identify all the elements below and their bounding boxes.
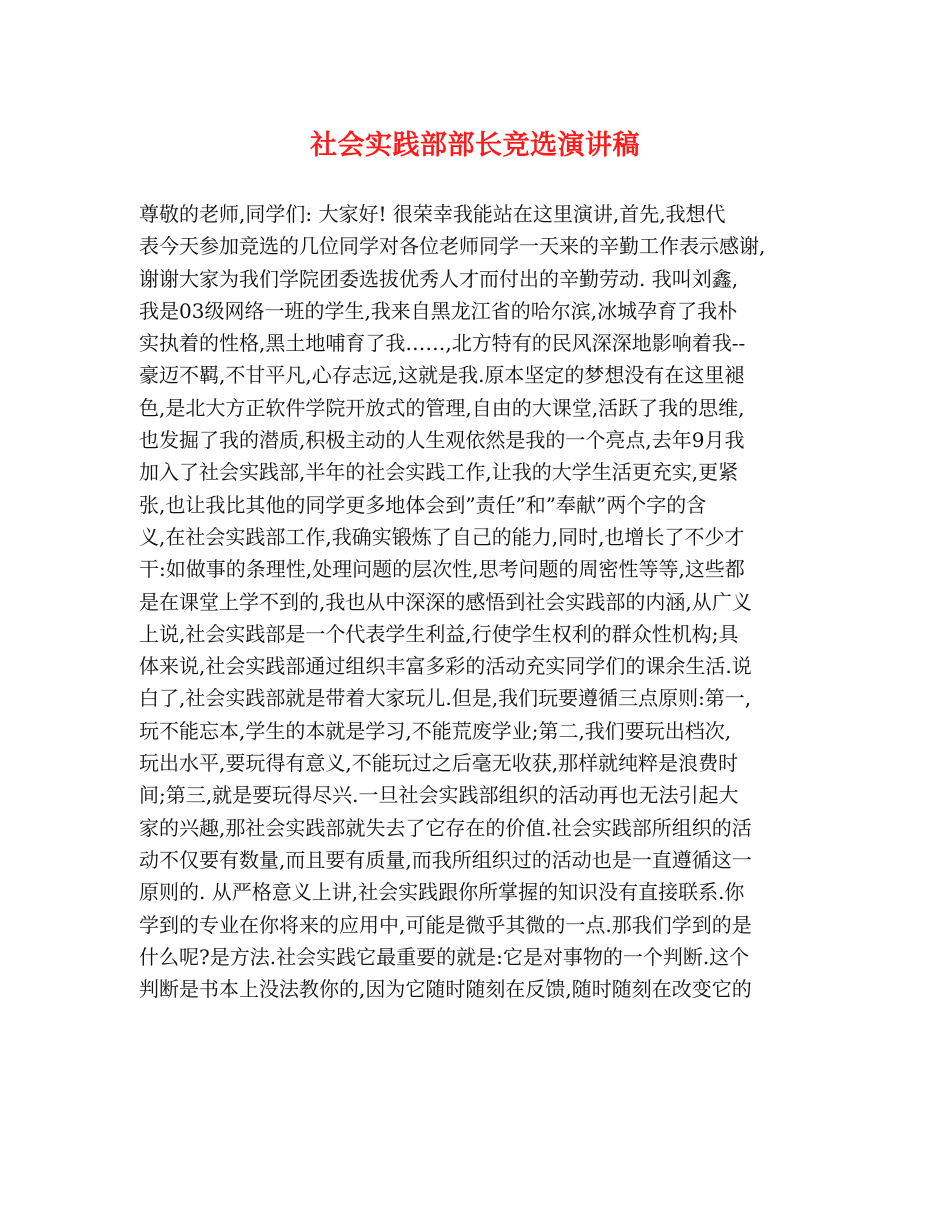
text-line: 原则的. 从严格意义上讲,社会实践跟你所掌握的知识没有直接联系.你 — [139, 880, 745, 905]
text-line: 色,是北大方正软件学院开放式的管理,自由的大课堂,活跃了我的思维, — [139, 395, 745, 420]
text-line: 实执着的性格,黑土地哺育了我……,北方特有的民风深深地影响着我-- — [139, 331, 746, 356]
text-line: 间;第三,就是要玩得尽兴.一旦社会实践部组织的活动再也无法引起大 — [139, 783, 739, 808]
text-line: 张,也让我比其他的同学更多地体会到”责任”和”奉献”两个字的含 — [139, 492, 707, 517]
text-line: 也发掘了我的潜质,积极主动的人生观依然是我的一个亮点,去年9月我 — [139, 428, 745, 453]
text-line: 判断是书本上没法教你的,因为它随时随刻在反馈,随时随刻在改变它的 — [139, 977, 752, 1002]
text-line: 我是03级网络一班的学生,我来自黑龙江省的哈尔滨,冰城孕育了我朴 — [139, 298, 738, 323]
text-line: 白了,社会实践部就是带着大家玩儿.但是,我们玩要遵循三点原则:第一, — [139, 686, 752, 711]
text-line: 体来说,社会实践部通过组织丰富多彩的活动充实同学们的课余生活.说 — [139, 654, 752, 679]
text-line: 动不仅要有数量,而且要有质量,而我所组织过的活动也是一直遵循这一 — [139, 847, 752, 872]
text-line: 是在课堂上学不到的,我也从中深深的感悟到社会实践部的内涵,从广义 — [139, 589, 752, 614]
text-line: 表今天参加竞选的几位同学对各位老师同学一天来的辛勤工作表示感谢, — [139, 234, 766, 259]
text-line: 豪迈不羁,不甘平凡,心存志远,这就是我.原本坚定的梦想没有在这里褪 — [139, 363, 745, 388]
text-line: 谢谢大家为我们学院团委选拔优秀人才而付出的辛勤劳动. 我叫刘鑫, — [139, 266, 739, 291]
text-line: 玩不能忘本,学生的本就是学习,不能荒废学业;第二,我们要玩出档次, — [139, 718, 732, 743]
text-line: 加入了社会实践部,半年的社会实践工作,让我的大学生活更充实,更紧 — [139, 460, 739, 485]
text-line: 什么呢?是方法.社会实践它最重要的就是:它是对事物的一个判断.这个 — [139, 944, 750, 969]
text-line: 家的兴趣,那社会实践部就失去了它存在的价值.社会实践部所组织的活 — [139, 815, 752, 840]
text-line: 玩出水平,要玩得有意义,不能玩过之后毫无收获,那样就纯粹是浪费时 — [139, 751, 739, 776]
page-title: 社会实践部部长竞选演讲稿 — [310, 130, 640, 161]
text-line: 学到的专业在你将来的应用中,可能是微乎其微的一点.那我们学到的是 — [139, 912, 752, 937]
text-line: 义,在社会实践部工作,我确实锻炼了自己的能力,同时,也增长了不少才 — [139, 524, 745, 549]
text-line: 干:如做事的条理性,处理问题的层次性,思考问题的周密性等等,这些都 — [139, 557, 745, 582]
text-line: 尊敬的老师,同学们: 大家好! 很荣幸我能站在这里演讲,首先,我想代 — [139, 202, 726, 226]
text-line: 上说,社会实践部是一个代表学生利益,行使学生权利的群众性机构;具 — [139, 621, 739, 646]
body-paragraph — [139, 198, 829, 1005]
